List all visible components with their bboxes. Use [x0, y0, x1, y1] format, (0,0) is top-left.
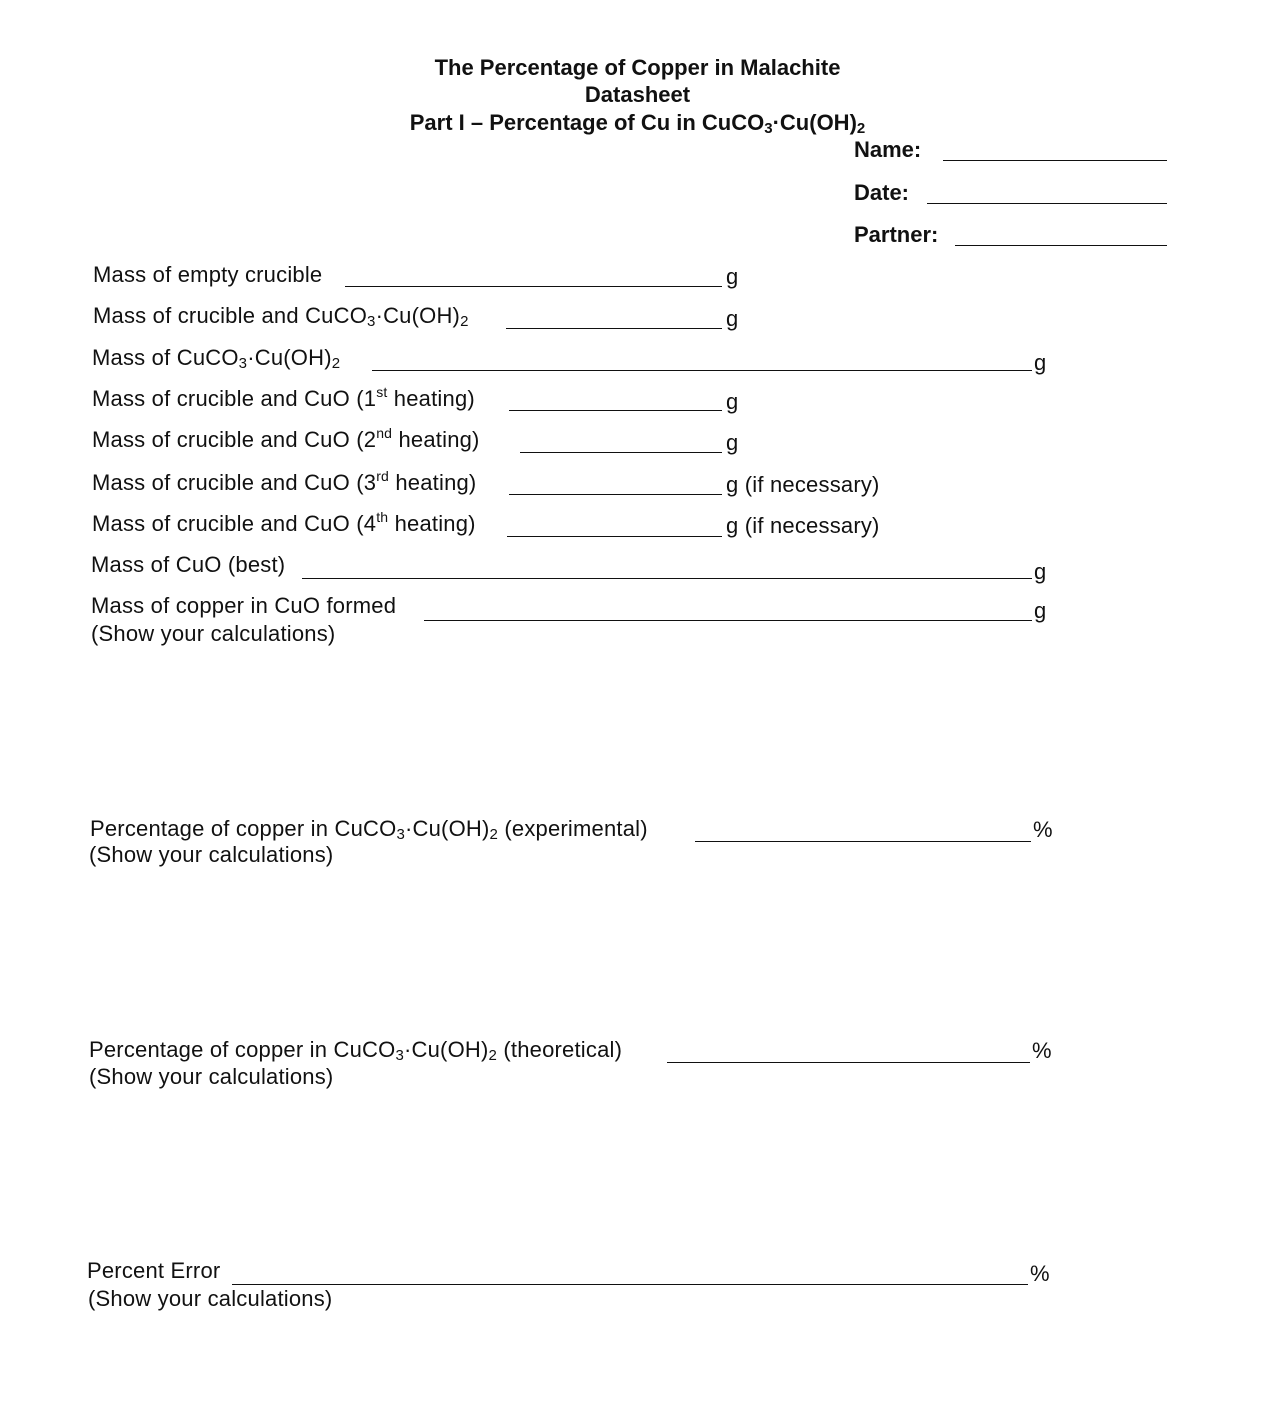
- row-heating-3-sup: rd: [376, 468, 390, 484]
- partner-label: Partner:: [854, 222, 939, 247]
- formula-part: CuCO: [176, 345, 239, 370]
- percent-error-calculation-area[interactable]: [88, 1314, 1028, 1394]
- page-title: The Percentage of Copper in Malachite: [434, 55, 841, 80]
- row-heating-2-post: heating): [392, 427, 480, 452]
- row-heating-2-sup: nd: [376, 425, 393, 441]
- percent-error-label: Percent Error: [87, 1258, 221, 1283]
- experimental-percentage-label: [90, 816, 648, 842]
- experimental-percentage-post: (experimental): [498, 816, 648, 841]
- formula-sub: 3: [396, 826, 405, 843]
- row-heating-2-unit: g: [726, 430, 739, 455]
- row-copper-mass-unit: g: [1034, 598, 1047, 623]
- experimental-percentage-note: (Show your calculations): [89, 842, 334, 867]
- row-heating-2-label: [92, 427, 480, 453]
- part-heading-mid: ·Cu(OH): [772, 110, 857, 135]
- formula-sub: 3: [238, 355, 248, 372]
- partner-blank[interactable]: [955, 245, 1167, 246]
- row-heating-1-unit: g: [726, 389, 739, 414]
- row-cuo-best-blank[interactable]: [302, 578, 1032, 579]
- experimental-percentage-blank[interactable]: [695, 841, 1031, 842]
- row-cuo-best-unit: g: [1034, 559, 1047, 584]
- row-copper-mass-note: (Show your calculations): [91, 621, 336, 646]
- row-empty-crucible-label: Mass of empty crucible: [93, 262, 323, 287]
- row-heating-4-blank[interactable]: [507, 536, 722, 537]
- formula-part: CuCO: [334, 816, 397, 841]
- row-empty-crucible-blank[interactable]: [345, 286, 722, 287]
- date-label: Date:: [854, 180, 910, 205]
- row-malachite-mass-label: [92, 345, 340, 371]
- row-crucible-malachite-unit: g: [726, 306, 739, 331]
- experimental-percentage-pre: Percentage of copper in: [90, 816, 335, 841]
- row-heating-3-label: [92, 470, 476, 496]
- theoretical-percentage-post: (theoretical): [497, 1037, 623, 1062]
- theoretical-percentage-unit: %: [1032, 1038, 1052, 1063]
- formula-part: CuCO: [305, 303, 368, 328]
- row-copper-mass-label: Mass of copper in CuO formed: [91, 593, 397, 618]
- percent-error-blank[interactable]: [232, 1284, 1028, 1285]
- experimental-calculation-area[interactable]: [90, 870, 1030, 1020]
- row-empty-crucible-unit: g: [726, 264, 739, 289]
- row-heating-1-blank[interactable]: [509, 410, 722, 411]
- part-heading: [0, 110, 1275, 136]
- row-heating-1-post: heating): [387, 386, 475, 411]
- row-heating-4-sup: th: [376, 509, 389, 525]
- formula-sub: 3: [367, 313, 376, 330]
- row-heating-3-unit: g (if necessary): [726, 472, 880, 497]
- formula-sub: 2: [488, 1047, 498, 1064]
- formula-part: ·Cu(OH): [404, 1037, 489, 1062]
- row-heating-2-pre: Mass of crucible and CuO (2: [92, 427, 377, 452]
- row-malachite-mass-blank[interactable]: [372, 370, 1032, 371]
- row-heating-3-pre: Mass of crucible and CuO (3: [92, 470, 377, 495]
- row-heating-2-blank[interactable]: [520, 452, 722, 453]
- row-crucible-malachite-text: Mass of crucible and: [93, 303, 306, 328]
- row-heating-4-pre: Mass of crucible and CuO (4: [92, 511, 377, 536]
- formula-sub: 3: [395, 1047, 404, 1064]
- row-heating-1-label: [92, 386, 475, 412]
- row-heating-3-post: heating): [389, 470, 477, 495]
- formula-part: ·Cu(OH): [247, 345, 332, 370]
- row-heating-3-blank[interactable]: [509, 494, 722, 495]
- theoretical-percentage-label: [89, 1037, 622, 1063]
- part-heading-sub1: 3: [764, 120, 773, 137]
- row-cuo-best-label: Mass of CuO (best): [91, 552, 286, 577]
- formula-sub: 2: [489, 826, 499, 843]
- part-heading-prefix: Part I – Percentage of Cu in CuCO: [409, 110, 765, 135]
- row-heating-1-pre: Mass of crucible and CuO (1: [92, 386, 377, 411]
- row-malachite-mass-text: Mass of: [92, 345, 177, 370]
- percent-error-note: (Show your calculations): [88, 1286, 333, 1311]
- row-crucible-malachite-blank[interactable]: [506, 328, 722, 329]
- name-label: Name:: [854, 137, 922, 162]
- theoretical-percentage-pre: Percentage of copper in: [89, 1037, 334, 1062]
- page-subtitle: Datasheet: [584, 82, 691, 107]
- row-heating-1-sup: st: [376, 384, 388, 400]
- copper-mass-calculation-area[interactable]: [93, 645, 1033, 795]
- experimental-percentage-unit: %: [1033, 817, 1053, 842]
- theoretical-percentage-note: (Show your calculations): [89, 1064, 334, 1089]
- row-heating-4-post: heating): [388, 511, 476, 536]
- percent-error-unit: %: [1030, 1261, 1050, 1286]
- date-blank[interactable]: [927, 203, 1167, 204]
- formula-part: CuCO: [333, 1037, 396, 1062]
- row-copper-mass-blank[interactable]: [424, 620, 1032, 621]
- theoretical-calculation-area[interactable]: [89, 1092, 1029, 1242]
- row-heating-4-unit: g (if necessary): [726, 513, 880, 538]
- row-malachite-mass-unit: g: [1034, 350, 1047, 375]
- formula-sub: 2: [460, 313, 469, 330]
- formula-part: ·Cu(OH): [375, 303, 461, 328]
- part-heading-sub2: 2: [856, 120, 866, 137]
- row-heating-4-label: [92, 511, 476, 537]
- formula-part: ·Cu(OH): [405, 816, 490, 841]
- name-blank[interactable]: [943, 160, 1167, 161]
- theoretical-percentage-blank[interactable]: [667, 1062, 1030, 1063]
- row-crucible-malachite-label: [93, 303, 469, 329]
- formula-sub: 2: [331, 355, 341, 372]
